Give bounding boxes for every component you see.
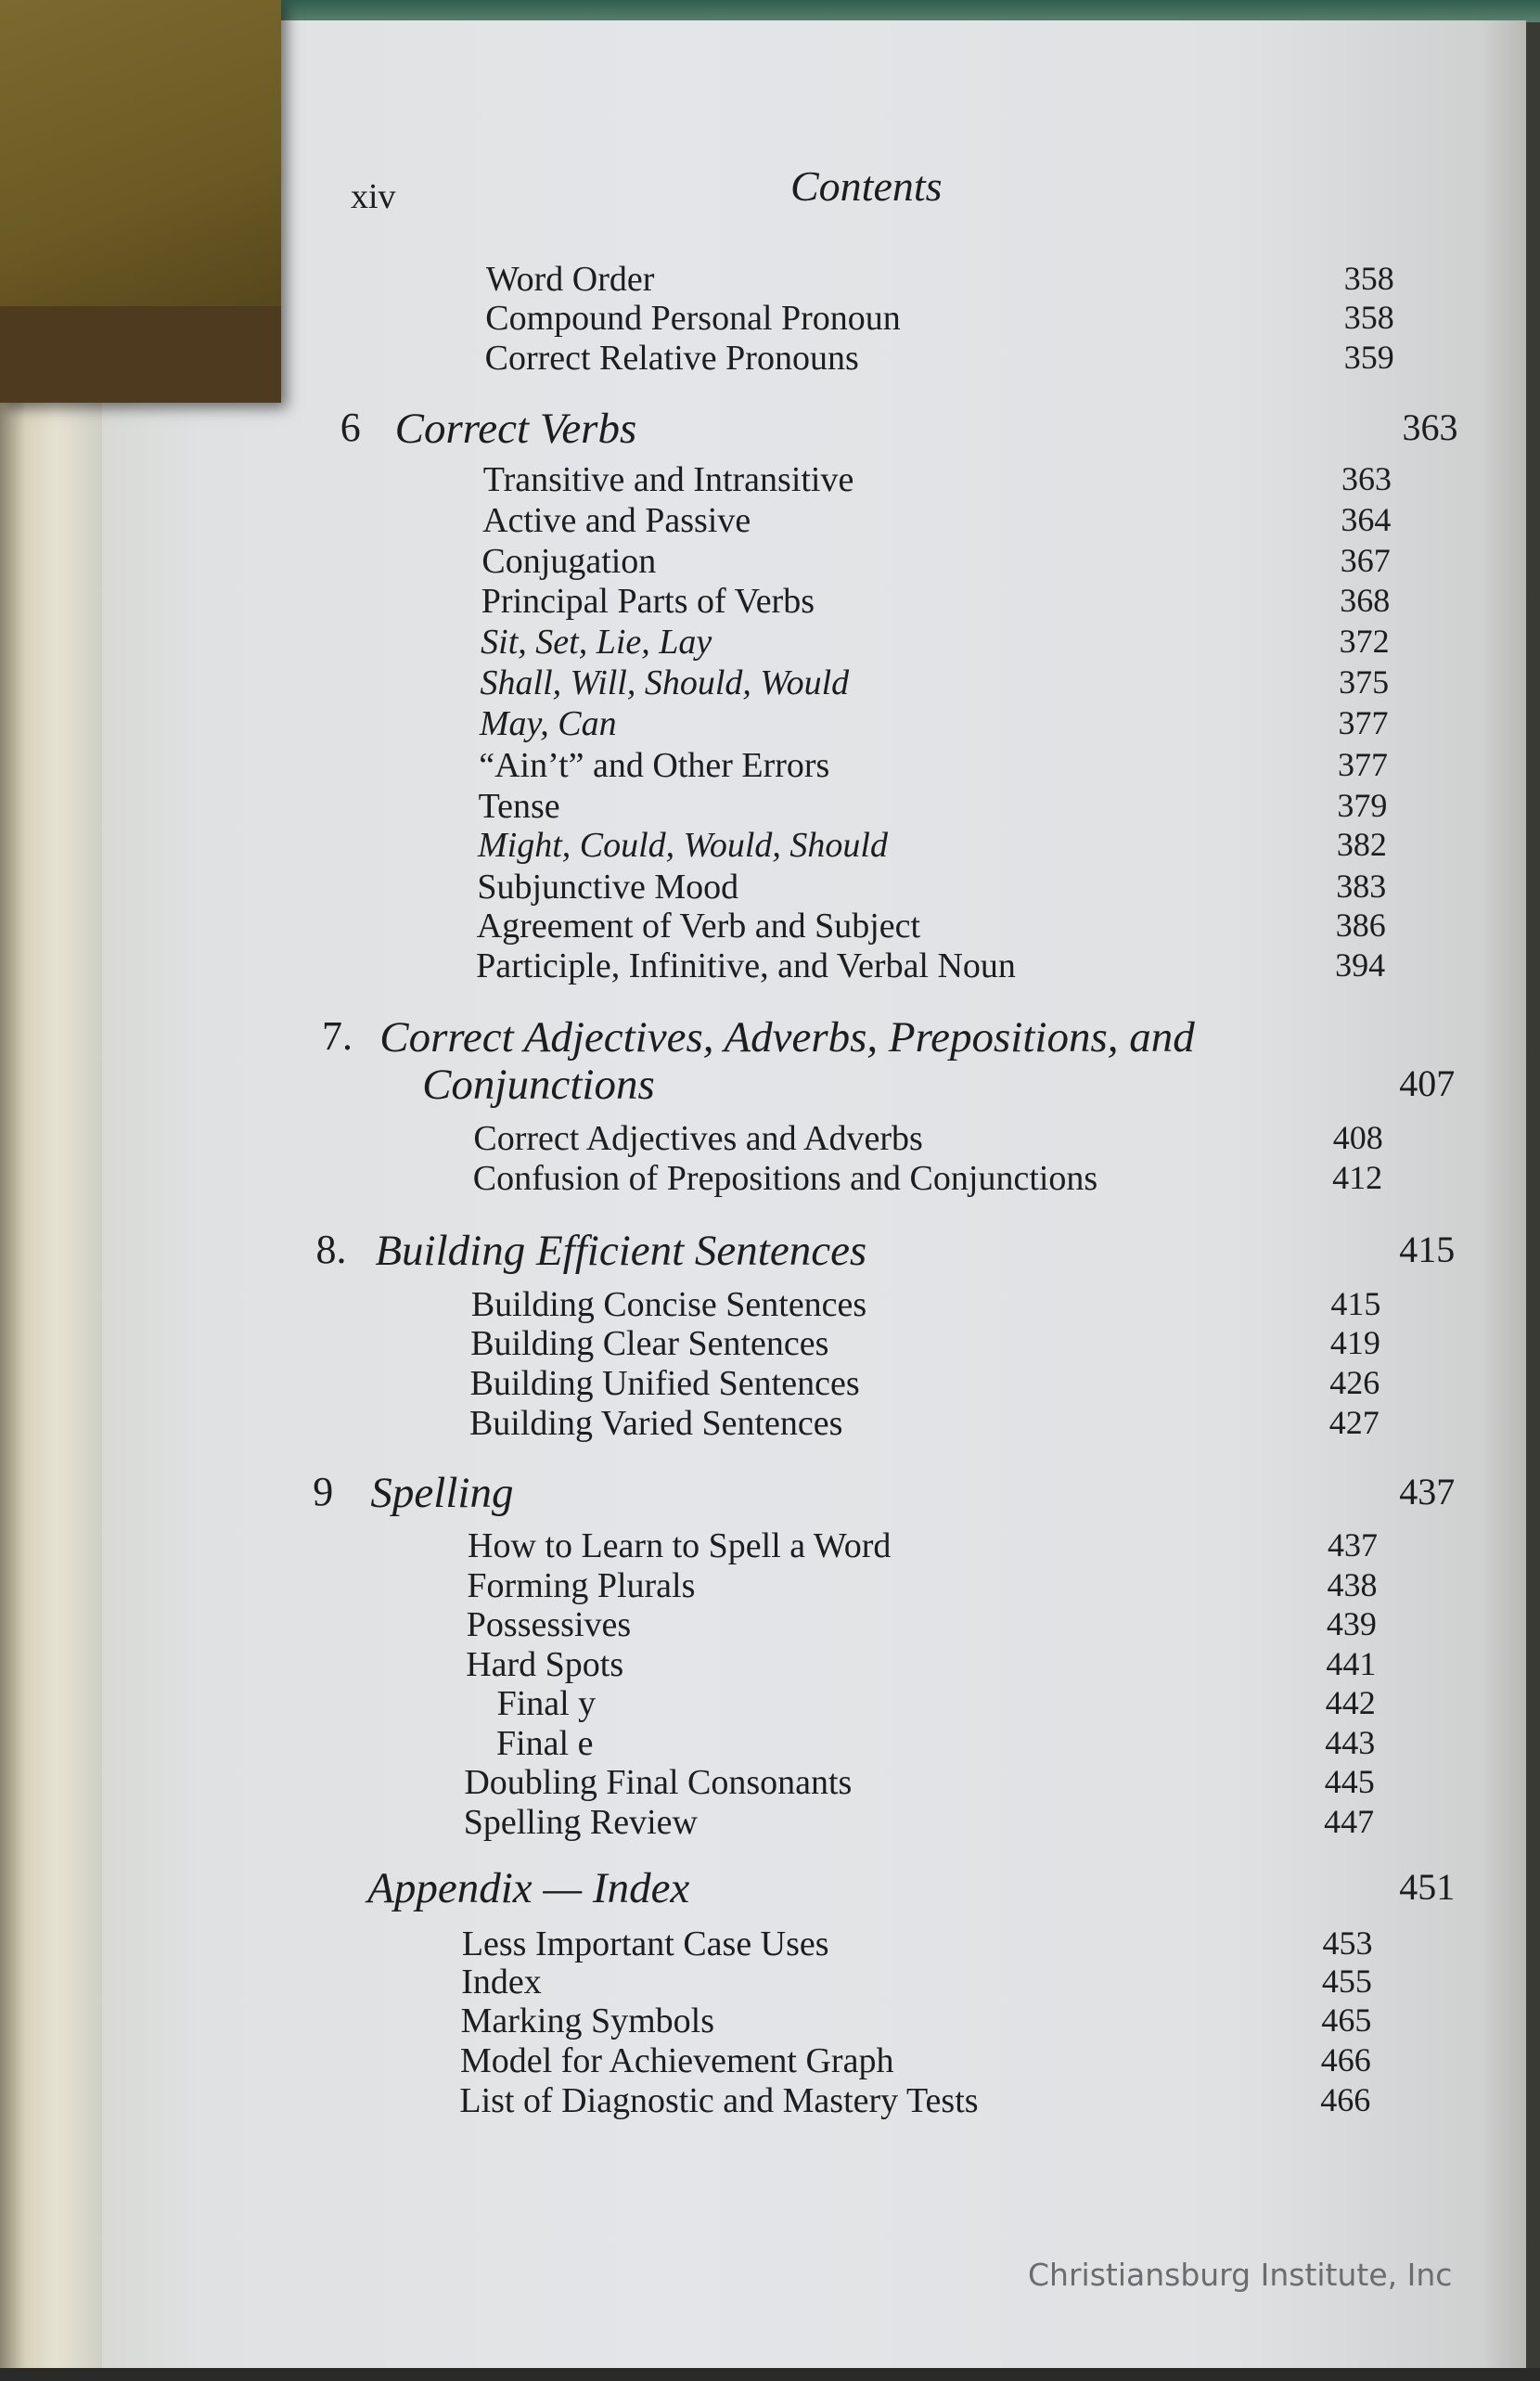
toc-entry-page: 439: [1326, 1605, 1377, 1643]
chapter-number: 9: [313, 1469, 334, 1515]
chapter-number: 6: [340, 404, 361, 450]
toc-entry-page: 465: [1321, 2001, 1372, 2040]
toc-entry-title: Compound Personal Pronoun: [485, 299, 901, 339]
toc-entry-title: “Ain’t” and Other Errors: [479, 745, 830, 785]
page-title: Contents: [790, 162, 943, 210]
toc-entry-title: How to Learn to Spell a Word: [468, 1526, 892, 1566]
toc-entry-title: Shall, Will, Should, Would: [480, 663, 850, 703]
book-cover-edge: [260, 0, 1540, 22]
toc-entry-title: Forming Plurals: [467, 1565, 696, 1605]
chapter-page: 437: [1399, 1471, 1456, 1513]
chapter-title: Building Efficient Sentences: [375, 1226, 867, 1275]
toc-entry-title: Model for Achievement Graph: [459, 2041, 894, 2081]
watermark: Christiansburg Institute, Inc: [1028, 2257, 1453, 2293]
toc-entry-title: Index: [461, 1962, 542, 2001]
chapter-title: Correct Verbs: [394, 404, 637, 453]
toc-entry-page: 372: [1339, 623, 1390, 661]
toc-entry-title: Correct Relative Pronouns: [484, 338, 859, 378]
toc-entry-page: 377: [1338, 704, 1389, 742]
toc-entry-title: Possessives: [466, 1605, 632, 1645]
toc-entry-page: 453: [1322, 1924, 1373, 1962]
toc-entry-title: Building Clear Sentences: [470, 1324, 829, 1364]
toc-entry-page: 442: [1325, 1684, 1376, 1722]
foreground-box: [0, 0, 281, 403]
toc-entry-page: 394: [1335, 946, 1386, 984]
toc-entry-title: May, Can: [479, 704, 617, 744]
chapter-page: 407: [1399, 1062, 1456, 1105]
toc-entry-title: Spelling Review: [463, 1803, 698, 1843]
toc-entry-title: Agreement of Verb and Subject: [476, 907, 921, 946]
chapter-title: Appendix — Index: [367, 1864, 690, 1913]
toc-entry-title: Conjugation: [481, 542, 657, 582]
toc-entry-title: Less Important Case Uses: [461, 1924, 829, 1963]
toc-entry-page: 437: [1328, 1526, 1379, 1564]
toc-entry-title: Building Unified Sentences: [469, 1363, 860, 1403]
toc-entry-title: Sit, Set, Lie, Lay: [481, 623, 712, 663]
chapter-page: 363: [1402, 405, 1458, 448]
toc-entry-page: 412: [1332, 1158, 1383, 1196]
toc-entry-title: List of Diagnostic and Mastery Tests: [459, 2080, 979, 2120]
page-folio: xiv: [351, 177, 396, 216]
toc-entry-title: Active and Passive: [482, 501, 751, 541]
toc-entry-title: Final y: [496, 1684, 597, 1724]
bottom-edge: [0, 2368, 1540, 2381]
toc-entry-page: 383: [1336, 867, 1387, 905]
toc-entry-page: 455: [1321, 1962, 1372, 2000]
toc-entry-title: Correct Adjectives and Adverbs: [473, 1119, 923, 1159]
toc-entry-page: 438: [1327, 1565, 1378, 1603]
toc-entry-title: Doubling Final Consonants: [464, 1763, 853, 1803]
toc-entry-page: 379: [1337, 786, 1388, 824]
toc-entry-page: 466: [1320, 2041, 1371, 2079]
chapter-number: 8.: [315, 1226, 347, 1272]
toc-entry-title: Hard Spots: [466, 1644, 624, 1684]
book-gutter: [0, 390, 102, 2381]
toc-entry-page: 368: [1340, 581, 1391, 619]
toc-entry-page: 363: [1341, 459, 1392, 497]
toc-entry-page: 443: [1325, 1723, 1376, 1761]
toc-entry-page: 358: [1343, 259, 1394, 297]
toc-entry-page: 441: [1326, 1644, 1377, 1682]
toc-entry-title: Building Concise Sentences: [470, 1284, 867, 1324]
toc-entry-page: 375: [1339, 663, 1390, 701]
toc-entry-page: 419: [1329, 1324, 1380, 1362]
toc-entry-page: 447: [1324, 1803, 1375, 1841]
toc-entry-page: 408: [1332, 1119, 1383, 1157]
toc-entry-title: Principal Parts of Verbs: [481, 581, 815, 621]
box-face: [0, 306, 281, 403]
toc-entry-title: Building Varied Sentences: [468, 1403, 843, 1443]
toc-entry-title: Final e: [495, 1723, 594, 1763]
toc-entry-page: 445: [1324, 1763, 1375, 1801]
chapter-page: 415: [1399, 1228, 1456, 1270]
toc-entry-page: 466: [1320, 2080, 1371, 2118]
toc-entry-page: 386: [1335, 907, 1386, 945]
toc-entry-title: Tense: [478, 786, 560, 826]
toc-entry-title: Might, Could, Would, Should: [477, 826, 888, 866]
toc-entry-title: Confusion of Prepositions and Conjunctions: [472, 1158, 1098, 1198]
toc-entry-page: 359: [1343, 338, 1394, 376]
toc-entry-page: 358: [1343, 299, 1394, 337]
toc-entry-page: 377: [1337, 745, 1388, 783]
toc-entry-page: 427: [1328, 1403, 1380, 1441]
toc-entry-page: 367: [1340, 542, 1391, 580]
toc-entry-page: 415: [1330, 1284, 1381, 1322]
toc-entry-page: 426: [1329, 1363, 1380, 1401]
toc-entry-title: Subjunctive Mood: [477, 867, 739, 907]
chapter-title-continued: Conjunctions: [422, 1061, 655, 1110]
chapter-page: 451: [1399, 1866, 1456, 1909]
toc-entry-title: Marking Symbols: [460, 2001, 715, 2041]
toc-entry-page: 364: [1341, 501, 1392, 539]
toc-entry-title: Transitive and Intransitive: [482, 459, 854, 499]
toc-entry-title: Word Order: [485, 259, 655, 299]
toc-entry-page: 382: [1336, 826, 1387, 864]
chapter-number: 7.: [322, 1013, 353, 1060]
chapter-title: Spelling: [370, 1469, 514, 1518]
toc-entry-title: Participle, Infinitive, and Verbal Noun: [476, 946, 1016, 985]
chapter-title: Correct Adjectives, Adverbs, Prepositions, and: [379, 1013, 1195, 1062]
